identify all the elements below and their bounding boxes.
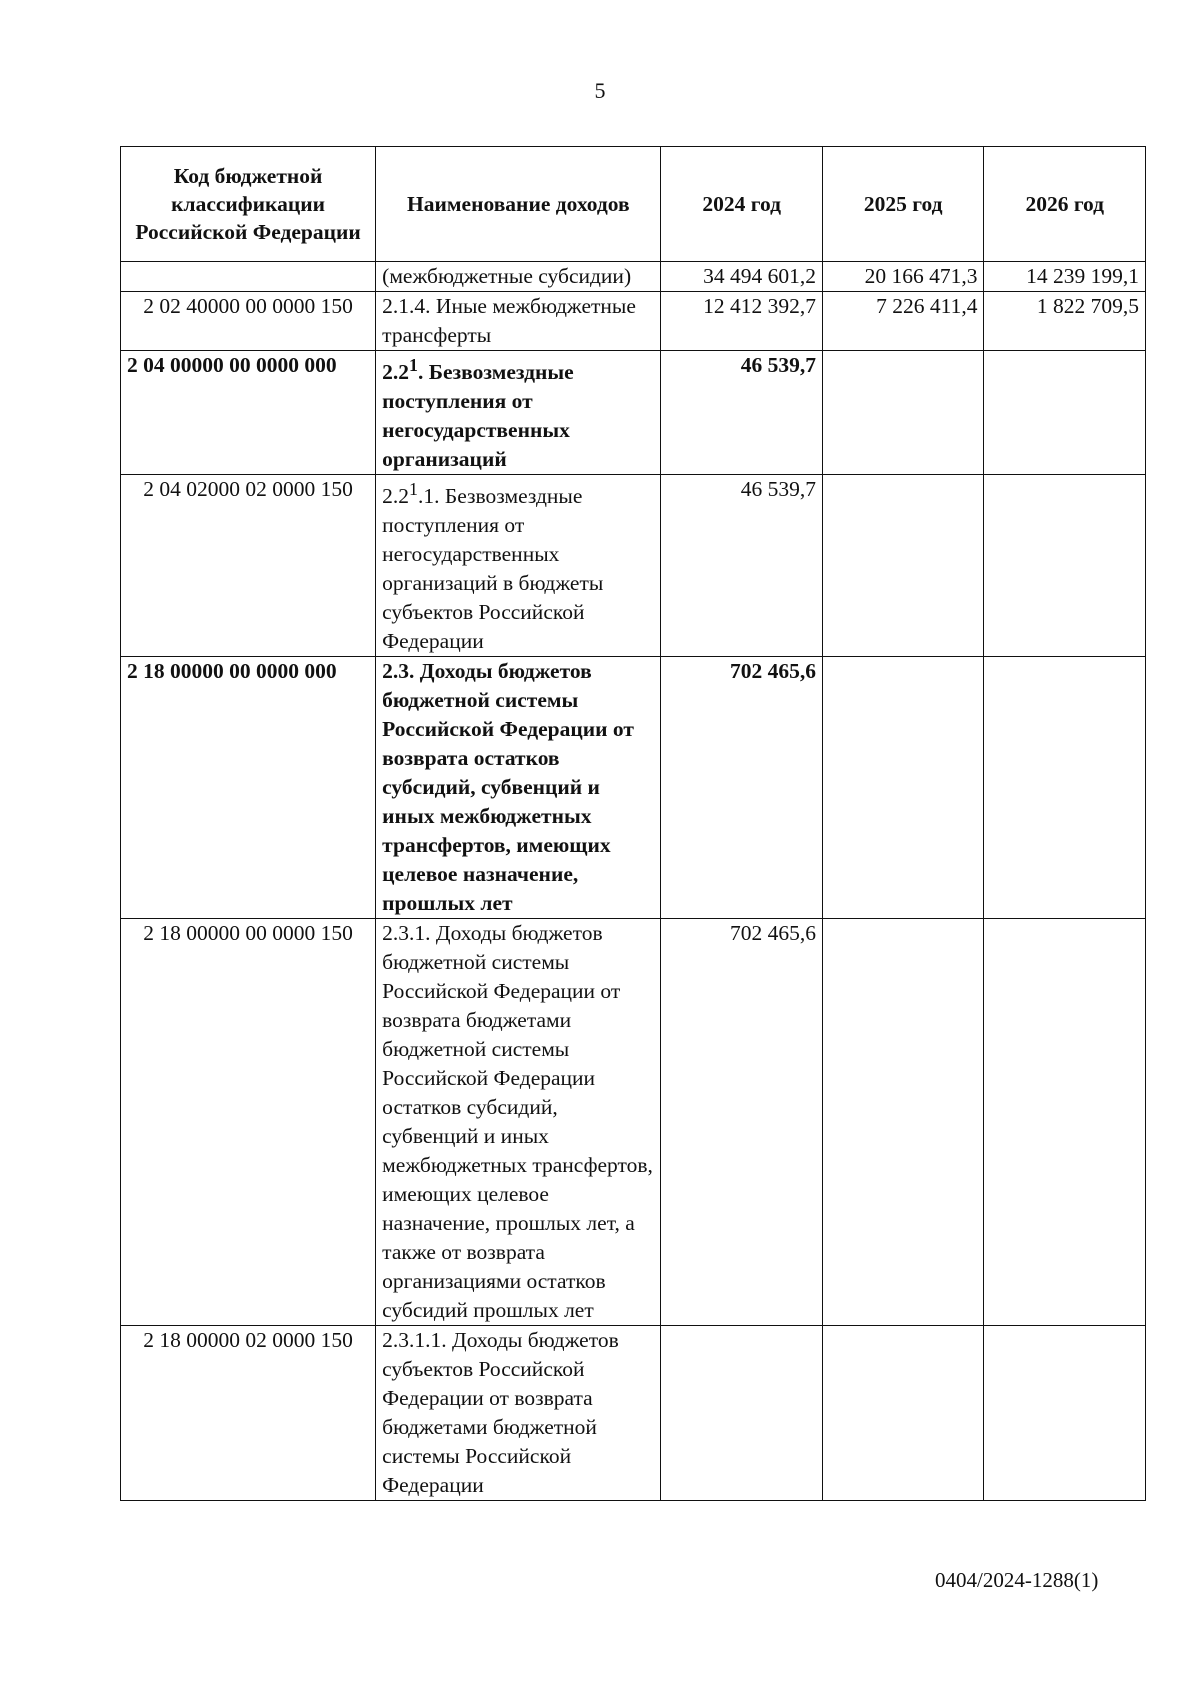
row-name-prefix: 2.2 <box>382 484 410 509</box>
row-value-2024: 34 494 601,2 <box>661 262 823 292</box>
row-value-2024: 46 539,7 <box>661 475 823 657</box>
table-row <box>121 475 1146 657</box>
table-row <box>121 351 1146 475</box>
table-row <box>121 919 1146 1326</box>
row-value-2024 <box>661 1326 823 1501</box>
table-row <box>121 1326 1146 1501</box>
row-name: 2.3.1.1. Доходы бюджетов субъектов Российской Федерации от возврата бюджетами бюджетной системы Российской Федерации <box>376 1326 661 1501</box>
row-value-2026: 14 239 199,1 <box>984 262 1146 292</box>
row-code: 2 18 00000 00 0000 150 <box>121 919 376 1326</box>
document-number: 0404/2024-1288(1) <box>935 1568 1099 1592</box>
row-code <box>121 262 376 292</box>
row-code: 2 18 00000 02 0000 150 <box>121 1326 376 1501</box>
row-value-2026 <box>984 919 1146 1326</box>
row-value-2024: 702 465,6 <box>661 657 823 919</box>
row-value-2026 <box>984 657 1146 919</box>
row-name-text: . Безвозмездные поступления от негосударственных организаций <box>382 360 574 472</box>
header-code: Код бюджетной классификации Российской Федерации <box>121 147 376 262</box>
table-row <box>121 657 1146 919</box>
row-name-superscript: 1 <box>409 355 418 375</box>
row-value-2024: 702 465,6 <box>661 919 823 1326</box>
row-code: 2 04 02000 02 0000 150 <box>121 475 376 657</box>
row-name <box>376 475 661 657</box>
row-name-superscript: 1 <box>409 479 418 500</box>
page-number: 5 <box>594 78 606 103</box>
header-name: Наименование доходов <box>376 147 661 262</box>
row-name-prefix: 2.2 <box>382 360 410 385</box>
row-value-2025 <box>822 919 984 1326</box>
row-name: 2.1.4. Иные межбюджетные трансферты <box>376 292 661 351</box>
row-name <box>376 351 661 475</box>
header-2026: 2026 год <box>984 147 1146 262</box>
table-row <box>121 262 1146 292</box>
row-value-2026: 1 822 709,5 <box>984 292 1146 351</box>
row-value-2026 <box>984 475 1146 657</box>
table-header-row <box>121 147 1146 262</box>
row-name: (межбюджетные субсидии) <box>376 262 661 292</box>
row-code: 2 04 00000 00 0000 000 <box>121 351 376 475</box>
row-name: 2.3.1. Доходы бюджетов бюджетной системы Российской Федерации от возврата бюджетами бюджетной системы Российской Федерации остатков субсидий, субвенций и иных межбюджетных трансфертов, имеющих целевое назначение, прошлых лет, а также от возврата организациями остатков субсидий прошлых лет <box>376 919 661 1326</box>
budget-revenue-table <box>120 146 1146 1501</box>
row-code: 2 18 00000 00 0000 000 <box>121 657 376 919</box>
row-value-2026 <box>984 351 1146 475</box>
row-value-2025 <box>822 1326 984 1501</box>
header-2025: 2025 год <box>822 147 984 262</box>
row-value-2025 <box>822 657 984 919</box>
row-value-2025: 7 226 411,4 <box>822 292 984 351</box>
row-value-2026 <box>984 1326 1146 1501</box>
row-value-2024: 46 539,7 <box>661 351 823 475</box>
table-row <box>121 292 1146 351</box>
row-name: 2.3. Доходы бюджетов бюджетной системы Российской Федерации от возврата остатков субсидий, субвенций и иных межбюджетных трансфертов, имеющих целевое назначение, прошлых лет <box>376 657 661 919</box>
row-value-2025 <box>822 351 984 475</box>
row-name-text: .1. Безвозмездные поступления от негосударственных организаций в бюджеты субъектов Российской Федерации <box>382 484 604 654</box>
header-2024: 2024 год <box>661 147 823 262</box>
row-code: 2 02 40000 00 0000 150 <box>121 292 376 351</box>
row-value-2024: 12 412 392,7 <box>661 292 823 351</box>
row-value-2025 <box>822 475 984 657</box>
row-value-2025: 20 166 471,3 <box>822 262 984 292</box>
